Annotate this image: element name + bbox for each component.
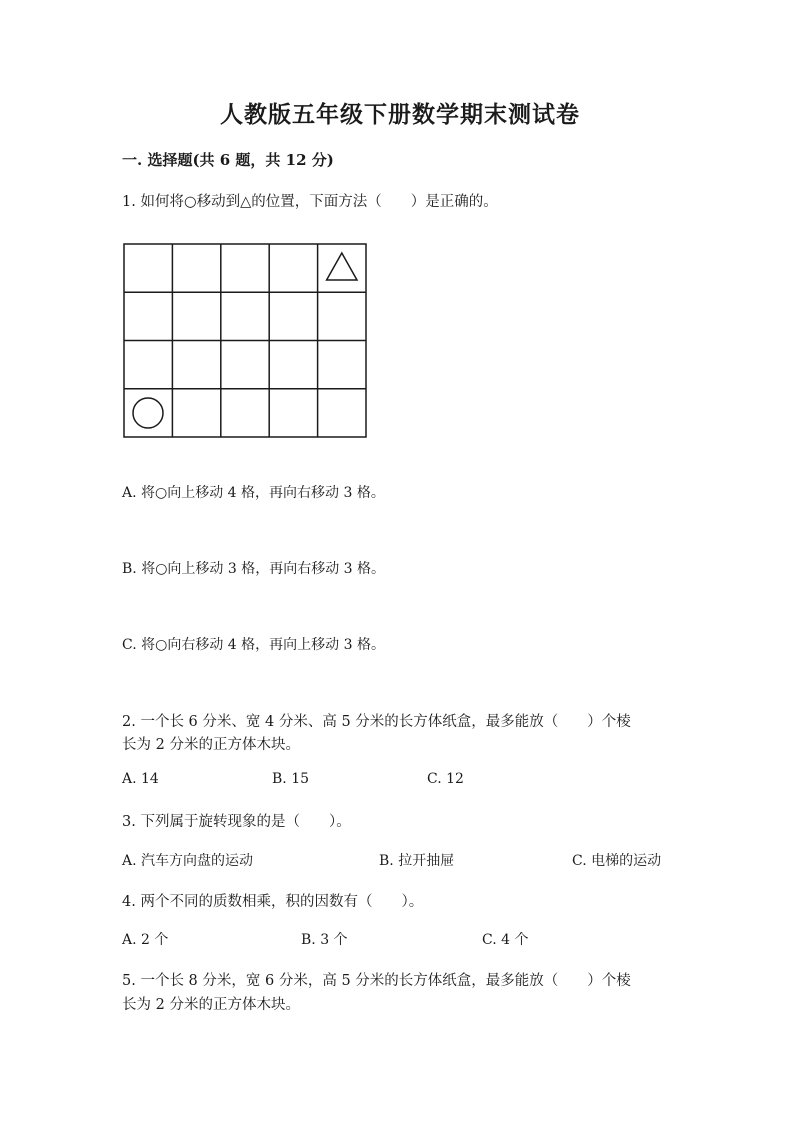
- question-3-stem: 3. 下列属于旋转现象的是（ ）。: [122, 814, 351, 830]
- question-2-option-b[interactable]: B. 15: [272, 771, 310, 787]
- question-4-stem: 4. 两个不同的质数相乘，积的因数有（ ）。: [122, 894, 424, 910]
- question-1-option-b[interactable]: B. 将○向上移动 3 格，再向右移动 3 格。: [122, 561, 386, 577]
- question-2-option-a[interactable]: A. 14: [122, 771, 159, 787]
- question-3-option-c[interactable]: C. 电梯的运动: [572, 853, 662, 869]
- question-2-option-c[interactable]: C. 12: [427, 771, 464, 787]
- question-5-stem-line-1: 5. 一个长 8 分米，宽 6 分米，高 5 分米的长方体纸盒，最多能放（ ）个棱: [122, 973, 631, 989]
- question-3-option-a[interactable]: A. 汽车方向盘的运动: [122, 853, 254, 869]
- question-5-stem-line-2: 长为 2 分米的正方体木块。: [122, 997, 300, 1013]
- triangle-shape: [327, 253, 357, 280]
- question-1-grid: [123, 243, 368, 439]
- question-4-option-a[interactable]: A. 2 个: [122, 932, 169, 948]
- question-4-option-c[interactable]: C. 4 个: [482, 932, 529, 948]
- page-title: 人教版五年级下册数学期末测试卷: [220, 101, 580, 128]
- question-2-stem-line-1: 2. 一个长 6 分米、宽 4 分米、高 5 分米的长方体纸盒，最多能放（ ）个棱: [122, 714, 631, 730]
- question-1-option-c[interactable]: C. 将○向右移动 4 格，再向上移动 3 格。: [122, 637, 385, 653]
- question-1-option-a[interactable]: A. 将○向上移动 4 格，再向右移动 3 格。: [122, 485, 385, 501]
- question-2-stem-line-2: 长为 2 分米的正方体木块。: [122, 737, 300, 753]
- circle-shape: [133, 398, 163, 428]
- question-4-option-b[interactable]: B. 3 个: [301, 932, 348, 948]
- section-heading: 一. 选择题(共 6 题，共 12 分): [122, 151, 334, 169]
- question-3-option-b[interactable]: B. 拉开抽屉: [379, 853, 455, 869]
- question-1-stem: 1. 如何将○移动到△的位置，下面方法（ ）是正确的。: [122, 194, 498, 210]
